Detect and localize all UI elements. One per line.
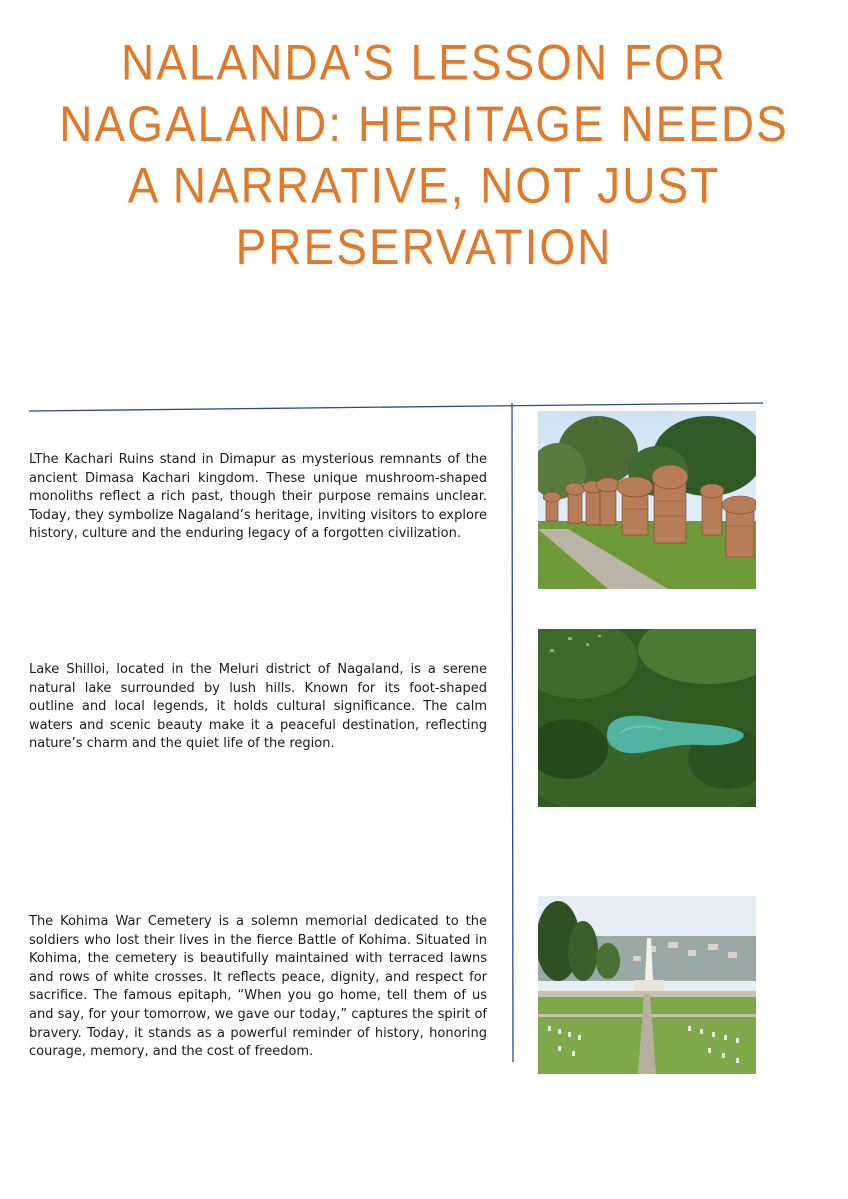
kohima-cemetery-text: The Kohima War Cemetery is a solemn memorial dedicated to the soldiers who lost their lives in the fierce Battle of Kohima. Situated in Kohima, the cemetery is beautifully maintained with terraced lawns and rows of white crosses. It reflects peace, dignity, and respect for sacrifice. The famous epitaph, “When you go home, tell them of us and say, for your tomorrow, we gave our today,” captures the spirit of bravery. Today, it stands as a powerful reminder of history, honoring courage, memory, and the cost of freedom. xyxy=(29,914,487,1060)
kohima-cemetery-photo xyxy=(538,896,756,1074)
page-title: NALANDA'S LESSON FOR NAGALAND: HERITAGE NEEDS A NARRATIVE, NOT JUST PRESERVATION xyxy=(59,34,789,275)
horizontal-rule xyxy=(29,403,763,411)
vertical-rule xyxy=(512,403,513,1062)
lake-shilloi-text: Lake Shilloi, located in the Meluri district of Nagaland, is a serene natural lake surrounded by lush hills. Known for its foot-shaped outline and local legends, it holds cultural significance. The calm waters and scenic beauty make it a peaceful destination, reflecting nature’s charm and the quiet life of the region. xyxy=(29,662,487,752)
lake-shilloi-photo xyxy=(538,629,756,807)
kachari-ruins-text: LThe Kachari Ruins stand in Dimapur as mysterious remnants of the ancient Dimasa Kachari kingdom. These unique mushroom-shaped monoliths reflect a rich past, though their purpose remains unclear. Today, they symbolize Nagaland’s heritage, inviting visitors to explore history, culture and the enduring legacy of a forgotten civilization. xyxy=(29,452,487,542)
kachari-ruins-photo xyxy=(538,411,756,589)
